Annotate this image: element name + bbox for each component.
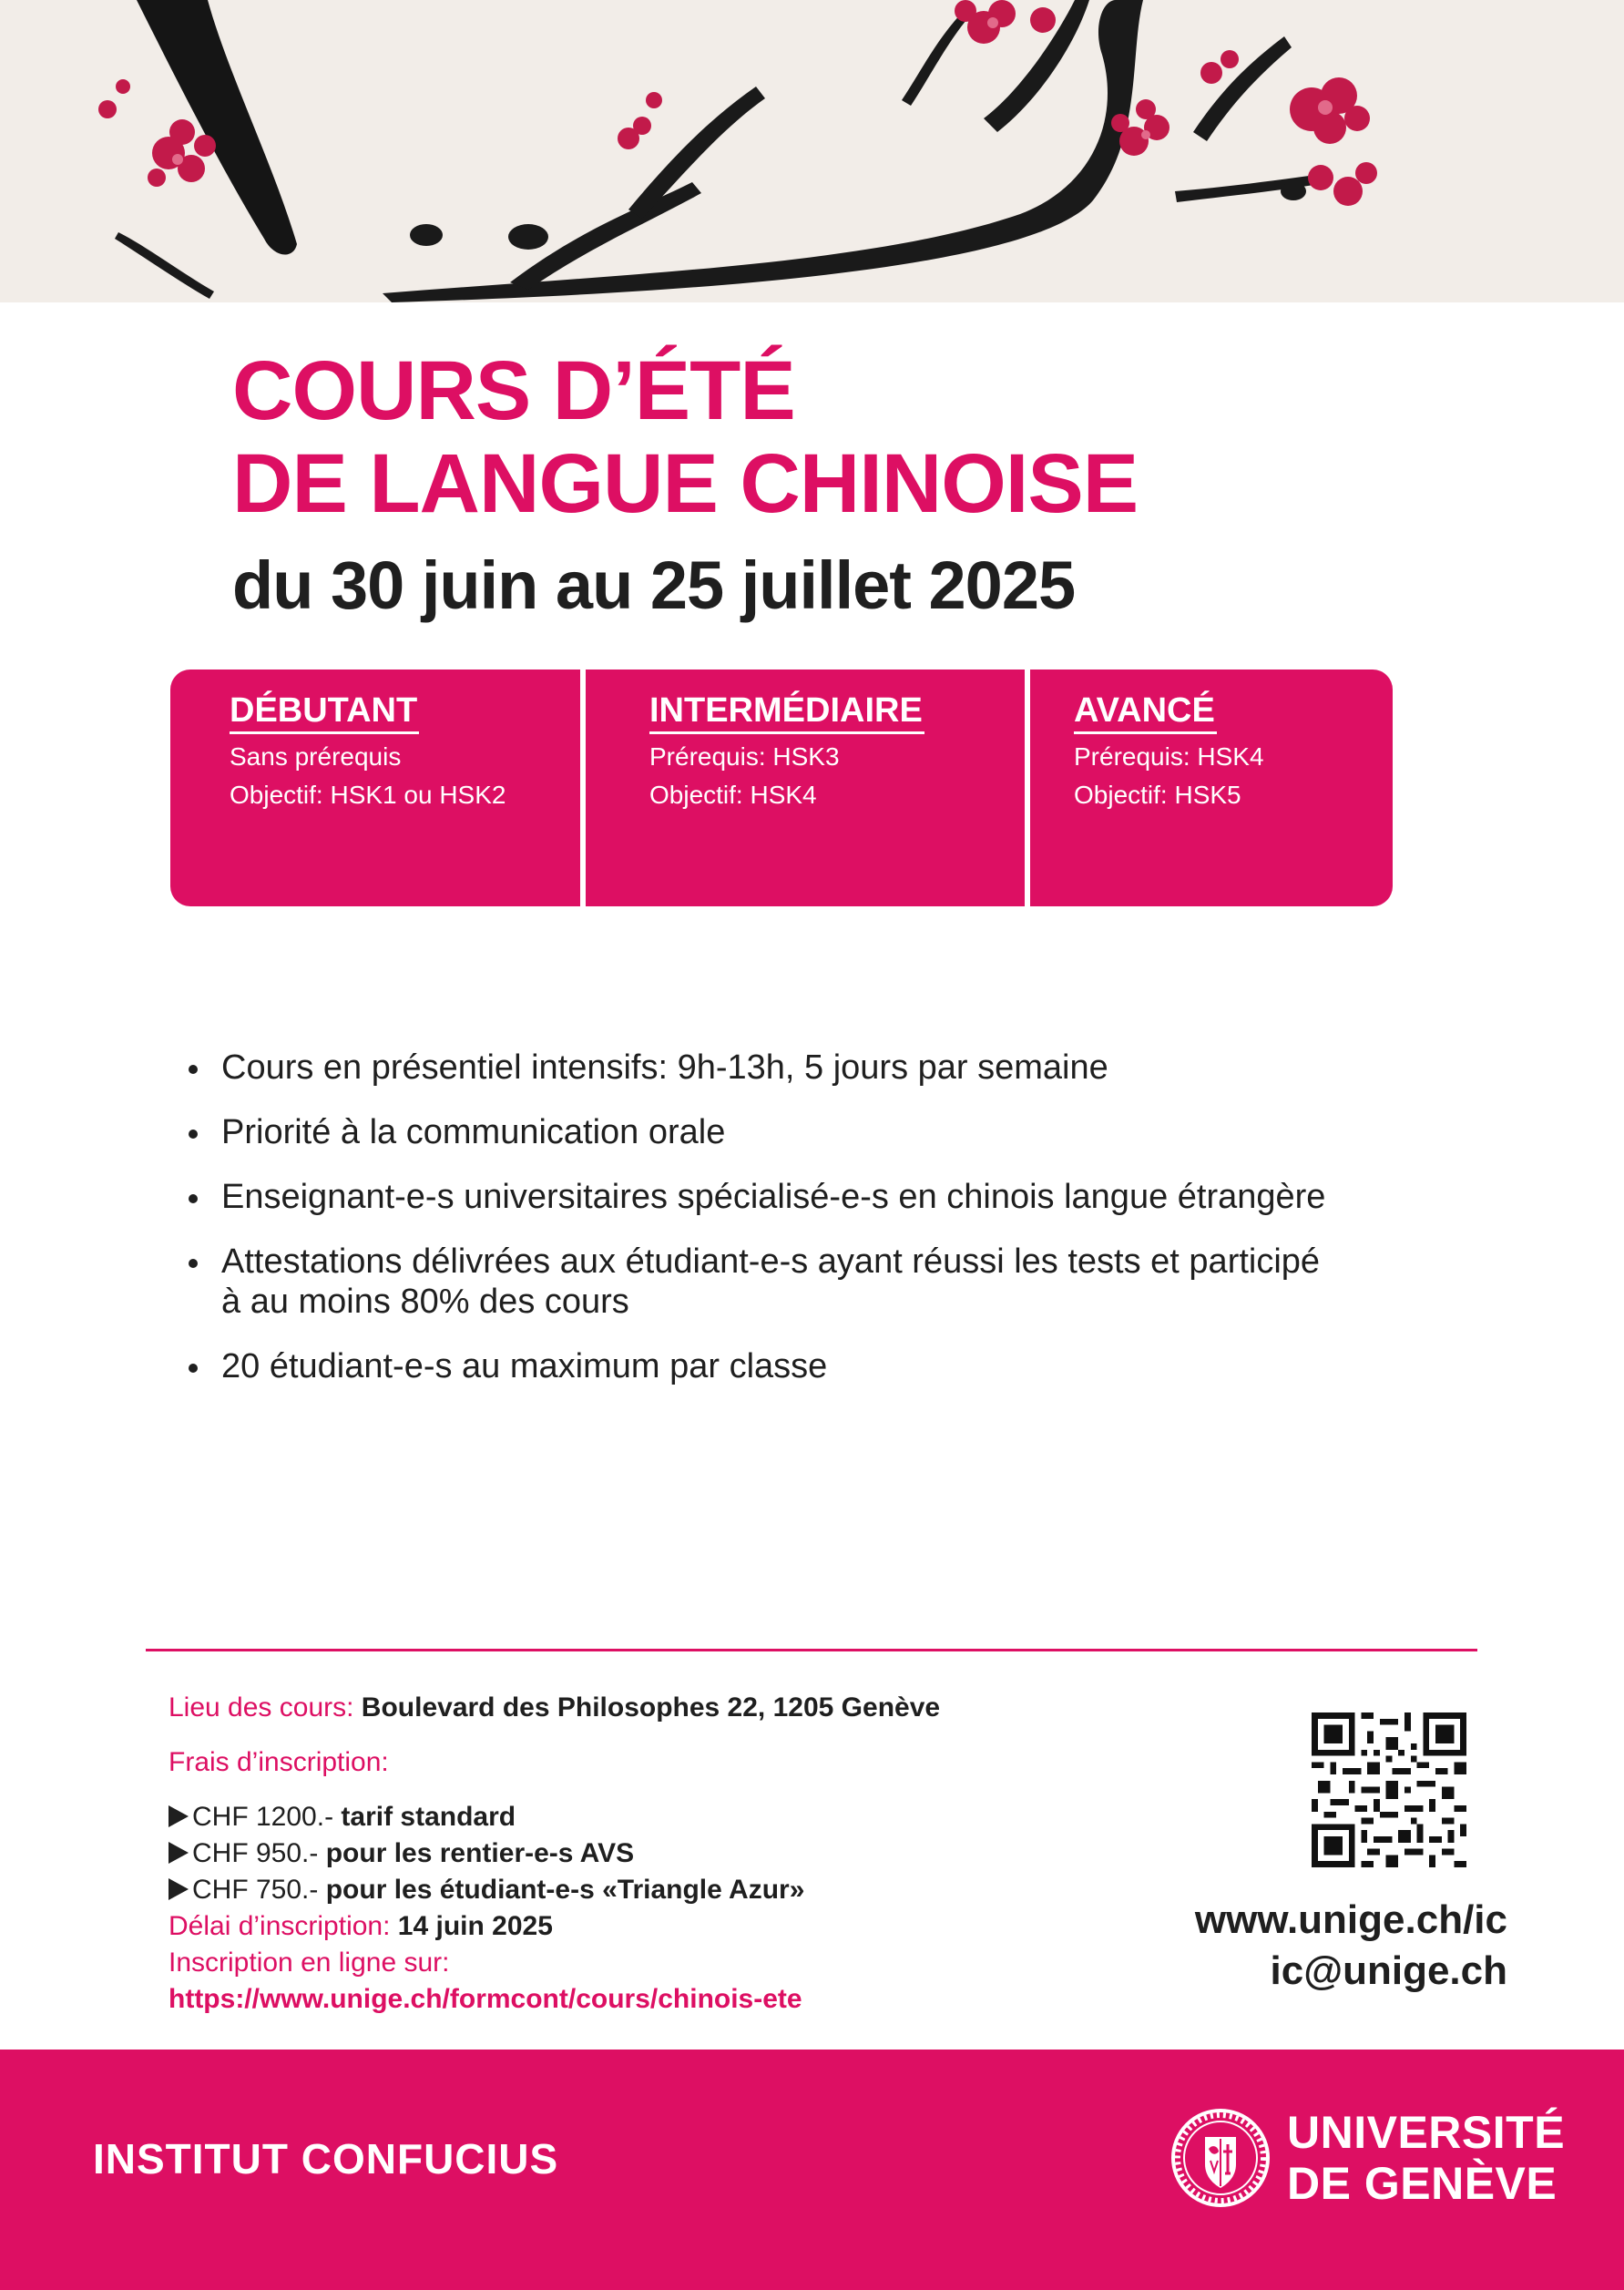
fee-item <box>169 1799 988 1835</box>
fee-description: tarif standard <box>341 1802 516 1832</box>
list-item-line-1: Attestations délivrées aux étudiant-e-s ayant réussi les tests et participé <box>221 1242 1321 1281</box>
course-title <box>232 344 1398 530</box>
location-row <box>169 1690 988 1726</box>
fee-item <box>169 1835 988 1872</box>
qr-code-icon[interactable] <box>1312 1712 1466 1867</box>
levels-panel <box>170 670 1393 906</box>
level-intermediate <box>580 670 1025 906</box>
level-name: AVANCÉ <box>1074 690 1217 734</box>
online-label: Inscription en ligne sur: <box>169 1948 450 1978</box>
list-item: Cours en présentiel intensifs: 9h-13h, 5 jours par semaine <box>187 1048 1462 1088</box>
deadline-row <box>169 1908 988 1945</box>
triangle-right-icon <box>169 1805 189 1827</box>
list-item: 20 étudiant-e-s au maximum par classe <box>187 1346 1462 1386</box>
level-name: DÉBUTANT <box>230 690 419 734</box>
level-name: INTERMÉDIAIRE <box>649 690 924 734</box>
hero-artwork <box>0 0 1624 302</box>
title-line-1: COURS D’ÉTÉ <box>232 344 795 437</box>
fee-description: pour les étudiant-e-s «Triangle Azur» <box>325 1875 805 1905</box>
contact-block <box>1195 1895 1507 1997</box>
website-link[interactable]: www.unige.ch/ic <box>1194 1897 1507 1942</box>
fee-description: pour les rentier-e-s AVS <box>325 1838 635 1868</box>
list-item: Priorité à la communication orale <box>187 1112 1462 1152</box>
email-link[interactable]: ic@unige.ch <box>1270 1948 1507 1993</box>
university-name <box>1287 2107 1565 2209</box>
footer-bar <box>0 2050 1624 2290</box>
list-item <box>187 1242 1462 1322</box>
location-value: Boulevard des Philosophes 22, 1205 Genève <box>361 1692 941 1723</box>
plum-blossom-illustration <box>0 0 1624 302</box>
level-prerequisite: Sans prérequis <box>230 742 402 771</box>
triangle-right-icon <box>169 1842 189 1864</box>
level-objective: Objectif: HSK1 ou HSK2 <box>230 781 506 809</box>
fee-amount: CHF 950.- <box>192 1838 319 1868</box>
fees-list <box>169 1799 988 1908</box>
registration-link[interactable]: https://www.unige.ch/formcont/cours/chinois-ete <box>169 1984 802 2014</box>
university-seal-icon <box>1170 2108 1271 2208</box>
section-divider <box>146 1649 1477 1651</box>
fee-item <box>169 1872 988 1908</box>
location-label: Lieu des cours: <box>169 1692 354 1723</box>
fee-amount: CHF 1200.- <box>192 1802 334 1832</box>
university-logo <box>1170 2107 1565 2209</box>
fees-label: Frais d’inscription: <box>169 1747 389 1777</box>
triangle-right-icon <box>169 1878 189 1900</box>
deadline-value: 14 juin 2025 <box>397 1911 553 1941</box>
practical-info <box>169 1690 988 2018</box>
university-name-line-2: DE GENÈVE <box>1287 2158 1558 2209</box>
level-beginner <box>170 670 580 906</box>
institute-name: INSTITUT CONFUCIUS <box>93 2135 559 2183</box>
list-item-line-2: à au moins 80% des cours <box>221 1283 629 1321</box>
level-objective: Objectif: HSK4 <box>649 781 817 809</box>
course-features-list <box>187 1048 1462 1411</box>
level-objective: Objectif: HSK5 <box>1074 781 1241 809</box>
level-prerequisite: Prérequis: HSK4 <box>1074 742 1264 771</box>
level-advanced <box>1025 670 1393 906</box>
list-item: Enseignant-e-s universitaires spécialisé-e-s en chinois langue étrangère <box>187 1177 1462 1217</box>
fee-amount: CHF 750.- <box>192 1875 319 1905</box>
title-line-2: DE LANGUE CHINOISE <box>232 437 1139 530</box>
course-dates: du 30 juin au 25 juillet 2025 <box>232 547 1076 623</box>
university-name-line-1: UNIVERSITÉ <box>1287 2107 1566 2158</box>
level-prerequisite: Prérequis: HSK3 <box>649 742 840 771</box>
deadline-label: Délai d’inscription: <box>169 1911 391 1941</box>
